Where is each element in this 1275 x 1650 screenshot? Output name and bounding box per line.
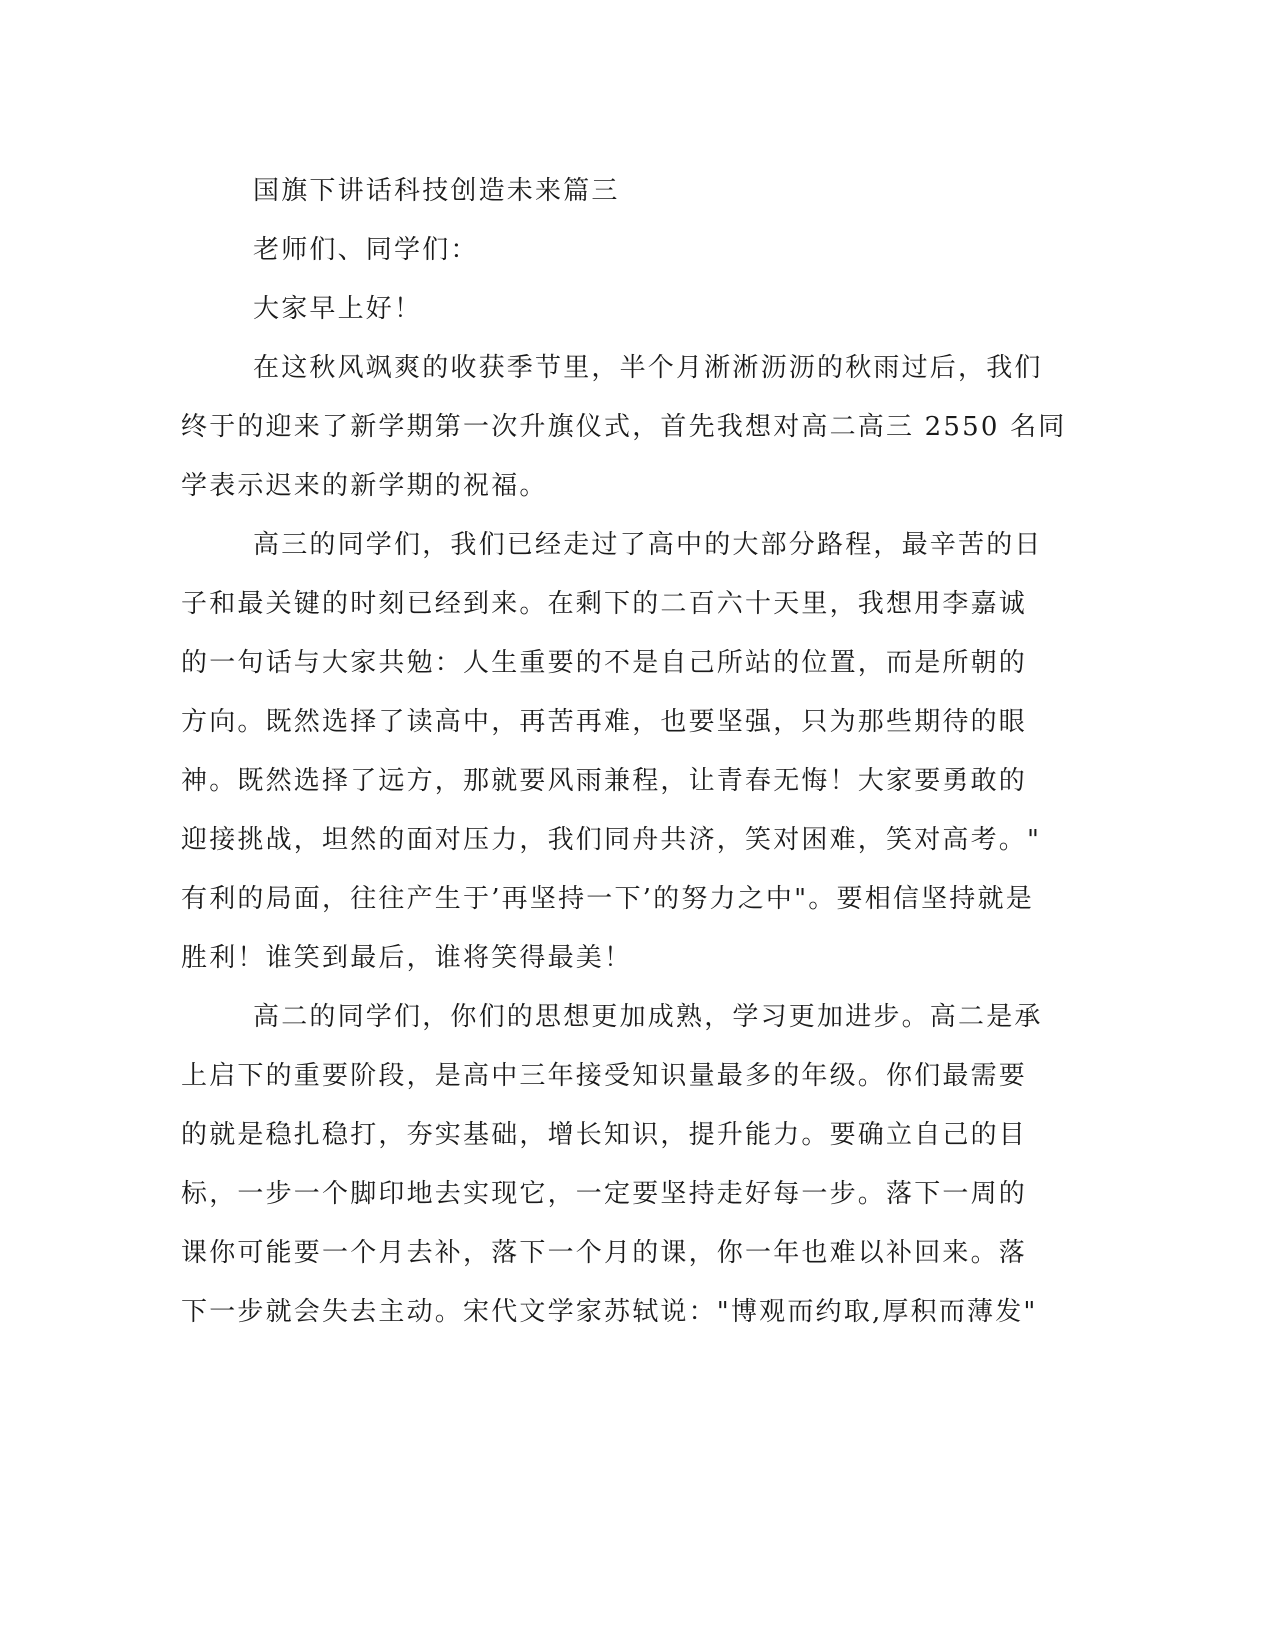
document-body	[181, 162, 1067, 1342]
paragraph-line: 上启下的重要阶段，是高中三年接受知识量最多的年级。你们最需要	[181, 1061, 1028, 1091]
paragraph-line: 方向。既然选择了读高中，再苦再难，也要坚强，只为那些期待的眼	[181, 707, 1028, 737]
paragraph-line: 高三的同学们，我们已经走过了高中的大部分路程，最辛苦的日	[253, 530, 1043, 560]
salutation: 老师们、同学们：	[253, 235, 479, 265]
document-title: 国旗下讲话科技创造未来篇三	[253, 176, 620, 206]
paragraph-line: 终于的迎来了新学期第一次升旗仪式，首先我想对高二高三 2550 名同	[181, 412, 1067, 442]
paragraph-line: 神。既然选择了远方，那就要风雨兼程，让青春无悔！大家要勇敢的	[181, 766, 1028, 796]
paragraph-line: 学表示迟来的新学期的祝福。	[181, 471, 548, 501]
paragraph-line: 课你可能要一个月去补，落下一个月的课，你一年也难以补回来。落	[181, 1238, 1028, 1268]
paragraph-line: 高二的同学们，你们的思想更加成熟，学习更加进步。高二是承	[253, 1002, 1043, 1032]
paragraph-line: 迎接挑战，坦然的面对压力，我们同舟共济，笑对困难，笑对高考。"	[181, 825, 1042, 855]
paragraph-line: 子和最关键的时刻已经到来。在剩下的二百六十天里，我想用李嘉诚	[181, 589, 1028, 619]
paragraph-line: 有利的局面，往往产生于’再坚持一下’的努力之中"。要相信坚持就是	[181, 884, 1034, 914]
paragraph-senior-three	[181, 516, 1043, 988]
greeting: 大家早上好！	[253, 294, 423, 324]
paragraph-line: 下一步就会失去主动。宋代文学家苏轼说："博观而约取,厚积而薄发"	[181, 1297, 1038, 1327]
paragraph-line: 的一句话与大家共勉：人生重要的不是自己所站的位置，而是所朝的	[181, 648, 1028, 678]
paragraph-senior-two	[181, 988, 1043, 1342]
paragraph-line: 在这秋风飒爽的收获季节里，半个月淅淅沥沥的秋雨过后，我们	[253, 353, 1043, 383]
paragraph-line: 标，一步一个脚印地去实现它，一定要坚持走好每一步。落下一周的	[181, 1179, 1028, 1209]
paragraph-line: 胜利！谁笑到最后，谁将笑得最美！	[181, 943, 633, 973]
paragraph-line: 的就是稳扎稳打，夯实基础，增长知识，提升能力。要确立自己的目	[181, 1120, 1028, 1150]
paragraph-autumn-ceremony	[181, 339, 1067, 516]
